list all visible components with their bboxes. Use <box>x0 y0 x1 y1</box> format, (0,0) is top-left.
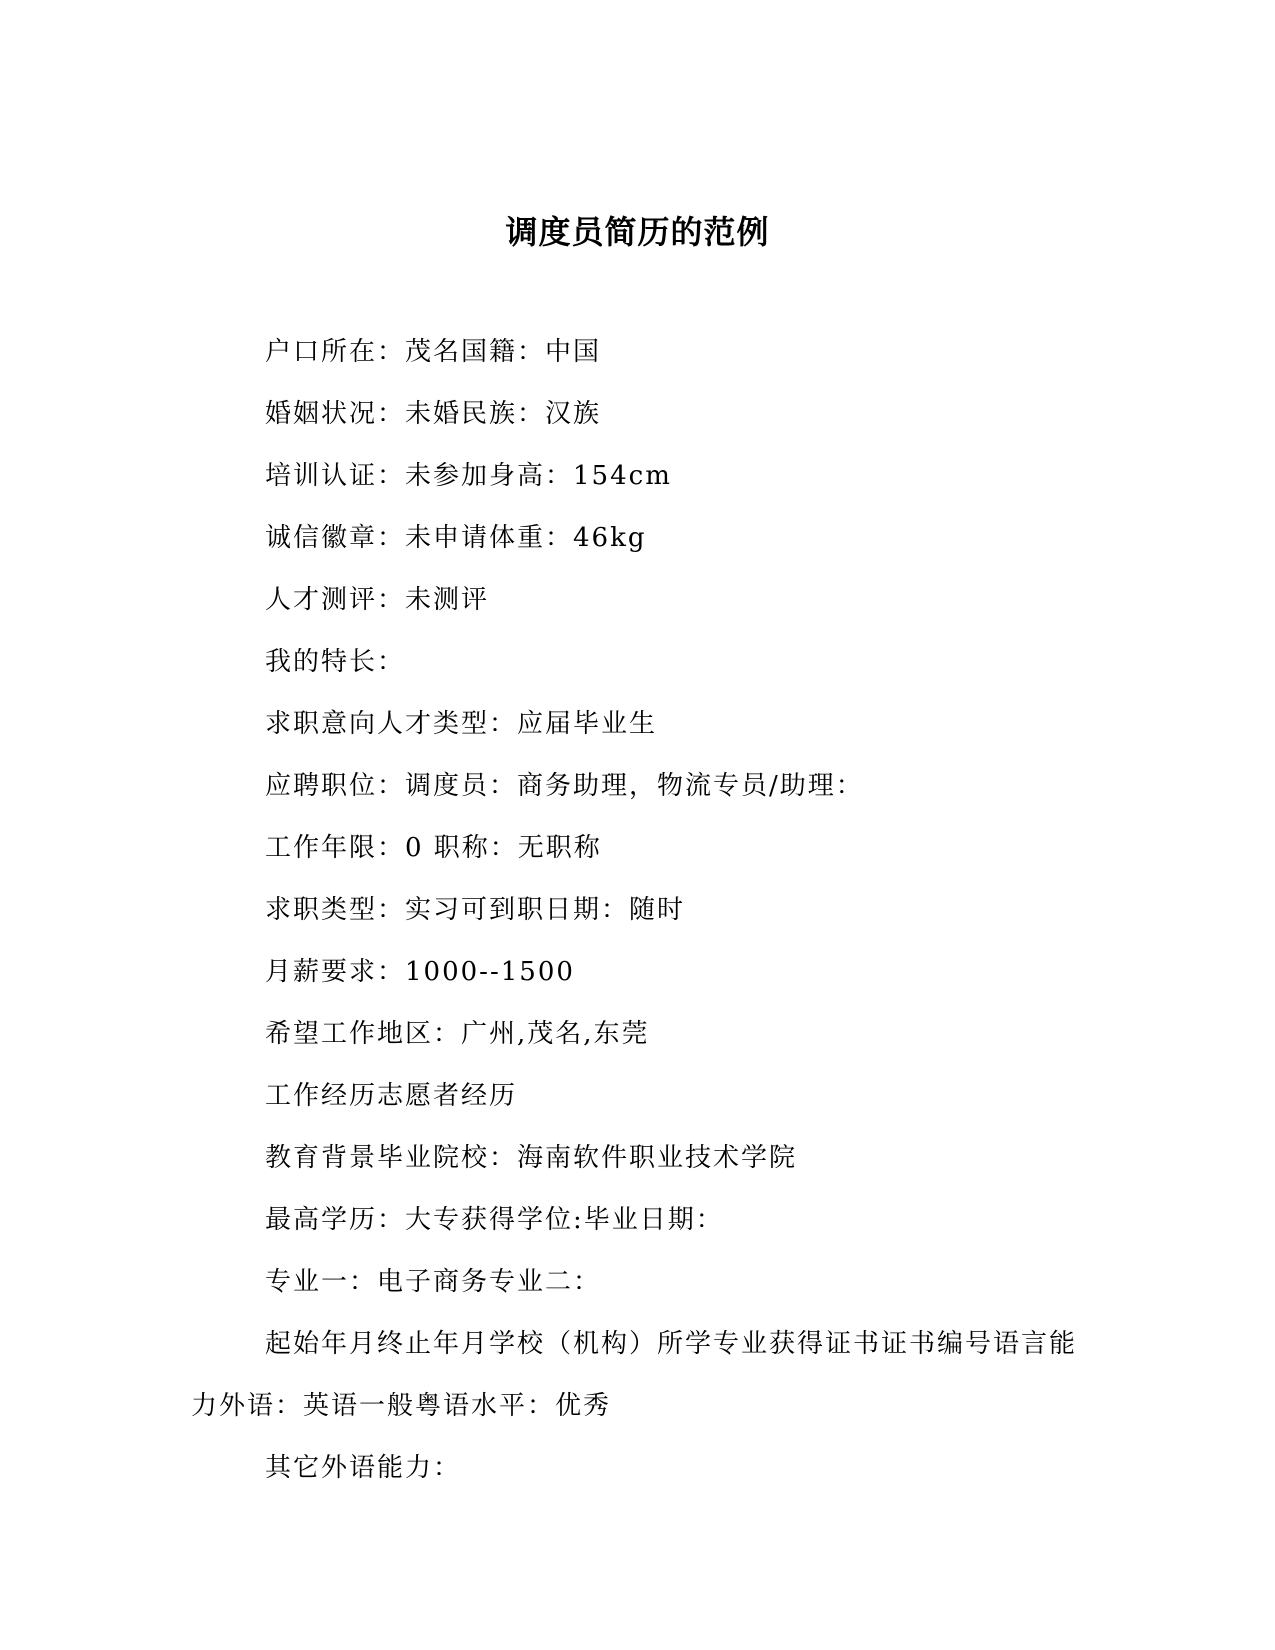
paragraph-major: 专业一：电子商务专业二： <box>265 1267 602 1297</box>
paragraph-desired-region: 希望工作地区：广州,茂名,东莞 <box>265 1019 650 1049</box>
paragraph-specialties: 我的特长： <box>265 647 406 677</box>
paragraph-other-languages: 其它外语能力： <box>265 1453 462 1483</box>
paragraph-applied-position: 应聘职位：调度员：商务助理，物流专员/助理： <box>265 771 864 801</box>
paragraph-highest-degree: 最高学历：大专获得学位:毕业日期： <box>265 1205 724 1235</box>
paragraph-education-background: 教育背景毕业院校：海南软件职业技术学院 <box>265 1143 798 1173</box>
document-body <box>191 321 1081 1499</box>
paragraph-work-experience: 工作经历志愿者经历 <box>265 1081 518 1111</box>
document-title: 调度员简历的范例 <box>505 213 770 251</box>
paragraph-language-ability: 起始年月终止年月学校（机构）所学专业获得证书证书编号语言能力外语：英语一般粤语水平：优秀 <box>191 1329 1078 1421</box>
paragraph-household-registration: 户口所在：茂名国籍：中国 <box>265 337 602 367</box>
paragraph-monthly-salary: 月薪要求：1000--1500 <box>265 957 575 987</box>
paragraph-training-certification: 培训认证：未参加身高：154cm <box>265 461 672 491</box>
paragraph-talent-assessment: 人才测评：未测评 <box>265 585 490 615</box>
paragraph-job-intention: 求职意向人才类型：应届毕业生 <box>265 709 658 739</box>
paragraph-integrity-badge: 诚信徽章：未申请体重：46kg <box>265 523 647 553</box>
paragraph-job-type: 求职类型：实习可到职日期：随时 <box>265 895 686 925</box>
paragraph-marital-status: 婚姻状况：未婚民族：汉族 <box>265 399 602 429</box>
paragraph-work-years: 工作年限：0 职称：无职称 <box>265 833 602 863</box>
